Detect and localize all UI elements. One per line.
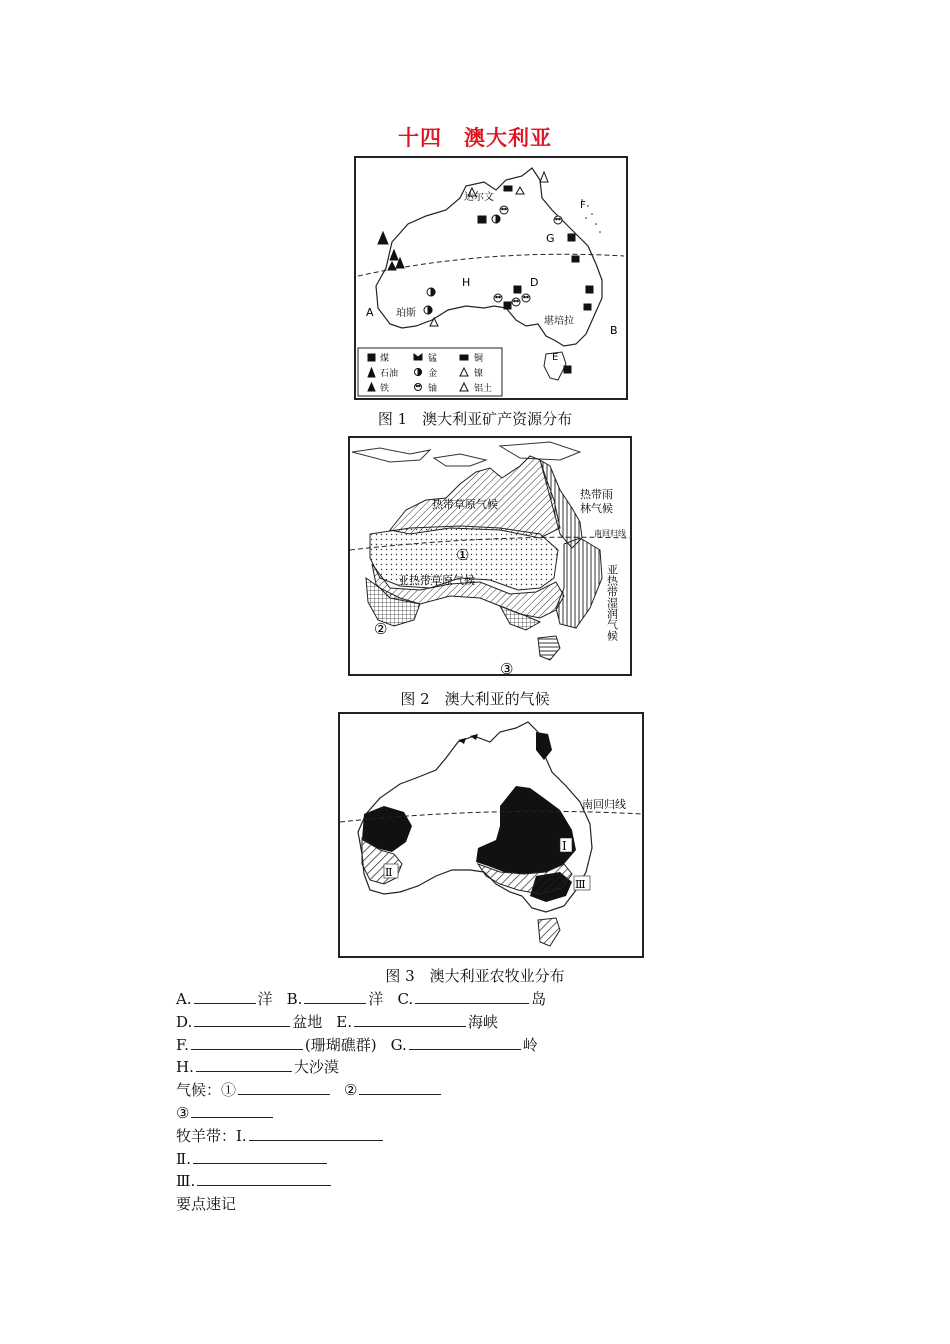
- label-canberra: 堪培拉: [544, 316, 574, 327]
- question-line-3: [176, 1034, 546, 1057]
- label-D: D.: [176, 1012, 193, 1031]
- figure-3-caption: 图 3 澳大利亚农牧业分布: [385, 967, 565, 985]
- question-line-8: [176, 1148, 546, 1171]
- label-climate-1: 气候：①: [176, 1081, 237, 1100]
- blank-A[interactable]: [194, 988, 256, 1004]
- question-line-5: [176, 1079, 546, 1102]
- label-rainforest-line1: 热带雨: [580, 488, 613, 501]
- label-climate-3: ③: [176, 1103, 190, 1122]
- label-A: A.: [176, 990, 192, 1008]
- label-tropical-savanna: 热带草原气候: [432, 498, 498, 511]
- legend-uranium: 铀: [428, 384, 438, 394]
- figure-3-agriculture-map: [338, 712, 644, 958]
- label-G: G.: [390, 1035, 407, 1054]
- legend-nickel: 镍: [474, 369, 484, 379]
- legend-copper: 铜: [474, 354, 484, 364]
- label-rainforest-line2: 林气候: [580, 502, 613, 515]
- label-marker-3: ③: [500, 660, 514, 674]
- label-marker-2: ②: [374, 620, 388, 638]
- label-D: D: [530, 276, 539, 289]
- question-line-7: [176, 1125, 546, 1148]
- label-E: E.: [336, 1012, 352, 1031]
- legend-coal: 煤: [380, 354, 390, 364]
- label-B: B.: [286, 990, 303, 1008]
- label-H: H.: [176, 1058, 194, 1077]
- question-line-2: [176, 1011, 546, 1034]
- blank-sheep-1[interactable]: [249, 1125, 383, 1141]
- label-F: F: [580, 200, 586, 211]
- label-region-III: Ⅲ: [575, 878, 586, 891]
- label-tropic: 南回归线: [594, 529, 626, 538]
- blank-sheep-3[interactable]: [197, 1170, 331, 1186]
- label-region-I: Ⅰ: [562, 839, 567, 853]
- label-B: B: [610, 324, 618, 337]
- label-region-II: Ⅱ: [385, 866, 393, 879]
- blank-D[interactable]: [194, 1011, 290, 1027]
- label-marker-1: ①: [456, 546, 470, 564]
- label-perth: 珀斯: [396, 308, 416, 319]
- label-A: A: [366, 306, 374, 319]
- legend-bauxite: 铝土: [474, 384, 493, 394]
- label-climate-2: ②: [344, 1081, 358, 1100]
- suffix-A: 洋: [257, 990, 273, 1008]
- blank-climate-2[interactable]: [359, 1079, 441, 1095]
- blank-climate-3[interactable]: [191, 1102, 273, 1118]
- label-C: C.: [397, 990, 414, 1008]
- blank-B[interactable]: [304, 988, 366, 1004]
- label-humid-subtropical: 亚热带湿润气候: [605, 564, 619, 641]
- label-subtropical-savanna: 亚热带草原气候: [398, 574, 475, 587]
- figure-1-caption: 图 1 澳大利亚矿产资源分布: [377, 410, 573, 428]
- page-title: 十四 澳大利亚: [398, 125, 552, 150]
- tasmania: [538, 636, 560, 660]
- blank-sheep-2[interactable]: [193, 1148, 327, 1164]
- suffix-H: 大沙漠: [293, 1058, 339, 1077]
- question-line-10: [176, 1193, 546, 1216]
- legend-iron: 铁: [380, 384, 390, 394]
- label-E: E: [552, 352, 559, 363]
- label-sheep-2: Ⅱ.: [176, 1149, 191, 1168]
- question-line-1: [176, 988, 546, 1011]
- label-sheep-3: Ⅲ.: [176, 1172, 196, 1191]
- figure-1-mineral-map: [354, 156, 628, 400]
- suffix-C: 岛: [531, 990, 547, 1008]
- question-line-9: [176, 1170, 546, 1193]
- blank-climate-1[interactable]: [238, 1079, 330, 1095]
- question-line-4: [176, 1056, 546, 1079]
- blank-G[interactable]: [409, 1034, 521, 1050]
- blank-E[interactable]: [354, 1011, 466, 1027]
- suffix-G: 岭: [522, 1035, 538, 1054]
- label-sheep-1: 牧羊带：Ⅰ.: [176, 1126, 247, 1145]
- fill-in-questions: [176, 988, 546, 1216]
- label-darwin: 达尔文: [464, 192, 494, 203]
- figure-2-caption: 图 2 澳大利亚的气候: [400, 690, 550, 708]
- label-tropic: 南回归线: [582, 798, 626, 811]
- legend-oil: 石油: [380, 369, 399, 379]
- blank-C[interactable]: [415, 988, 529, 1004]
- label-key-points: 要点速记: [176, 1195, 237, 1214]
- figure-2-climate-map: [348, 436, 632, 676]
- suffix-F: (珊瑚礁群): [304, 1035, 377, 1054]
- tasmania: [538, 918, 560, 946]
- suffix-D: 盆地: [292, 1012, 323, 1031]
- blank-H[interactable]: [196, 1056, 292, 1072]
- suffix-E: 海峡: [468, 1012, 499, 1031]
- suffix-B: 洋: [368, 990, 384, 1008]
- blank-F[interactable]: [191, 1034, 303, 1050]
- zone-tropical-savanna: [390, 456, 560, 538]
- zone-humid-subtropical: [556, 538, 602, 628]
- label-G: G: [546, 232, 555, 245]
- legend-manganese: 锰: [428, 354, 438, 364]
- label-F: F.: [176, 1035, 189, 1054]
- label-H: H: [462, 276, 471, 289]
- question-line-6: [176, 1102, 546, 1125]
- legend-gold: 金: [428, 369, 438, 379]
